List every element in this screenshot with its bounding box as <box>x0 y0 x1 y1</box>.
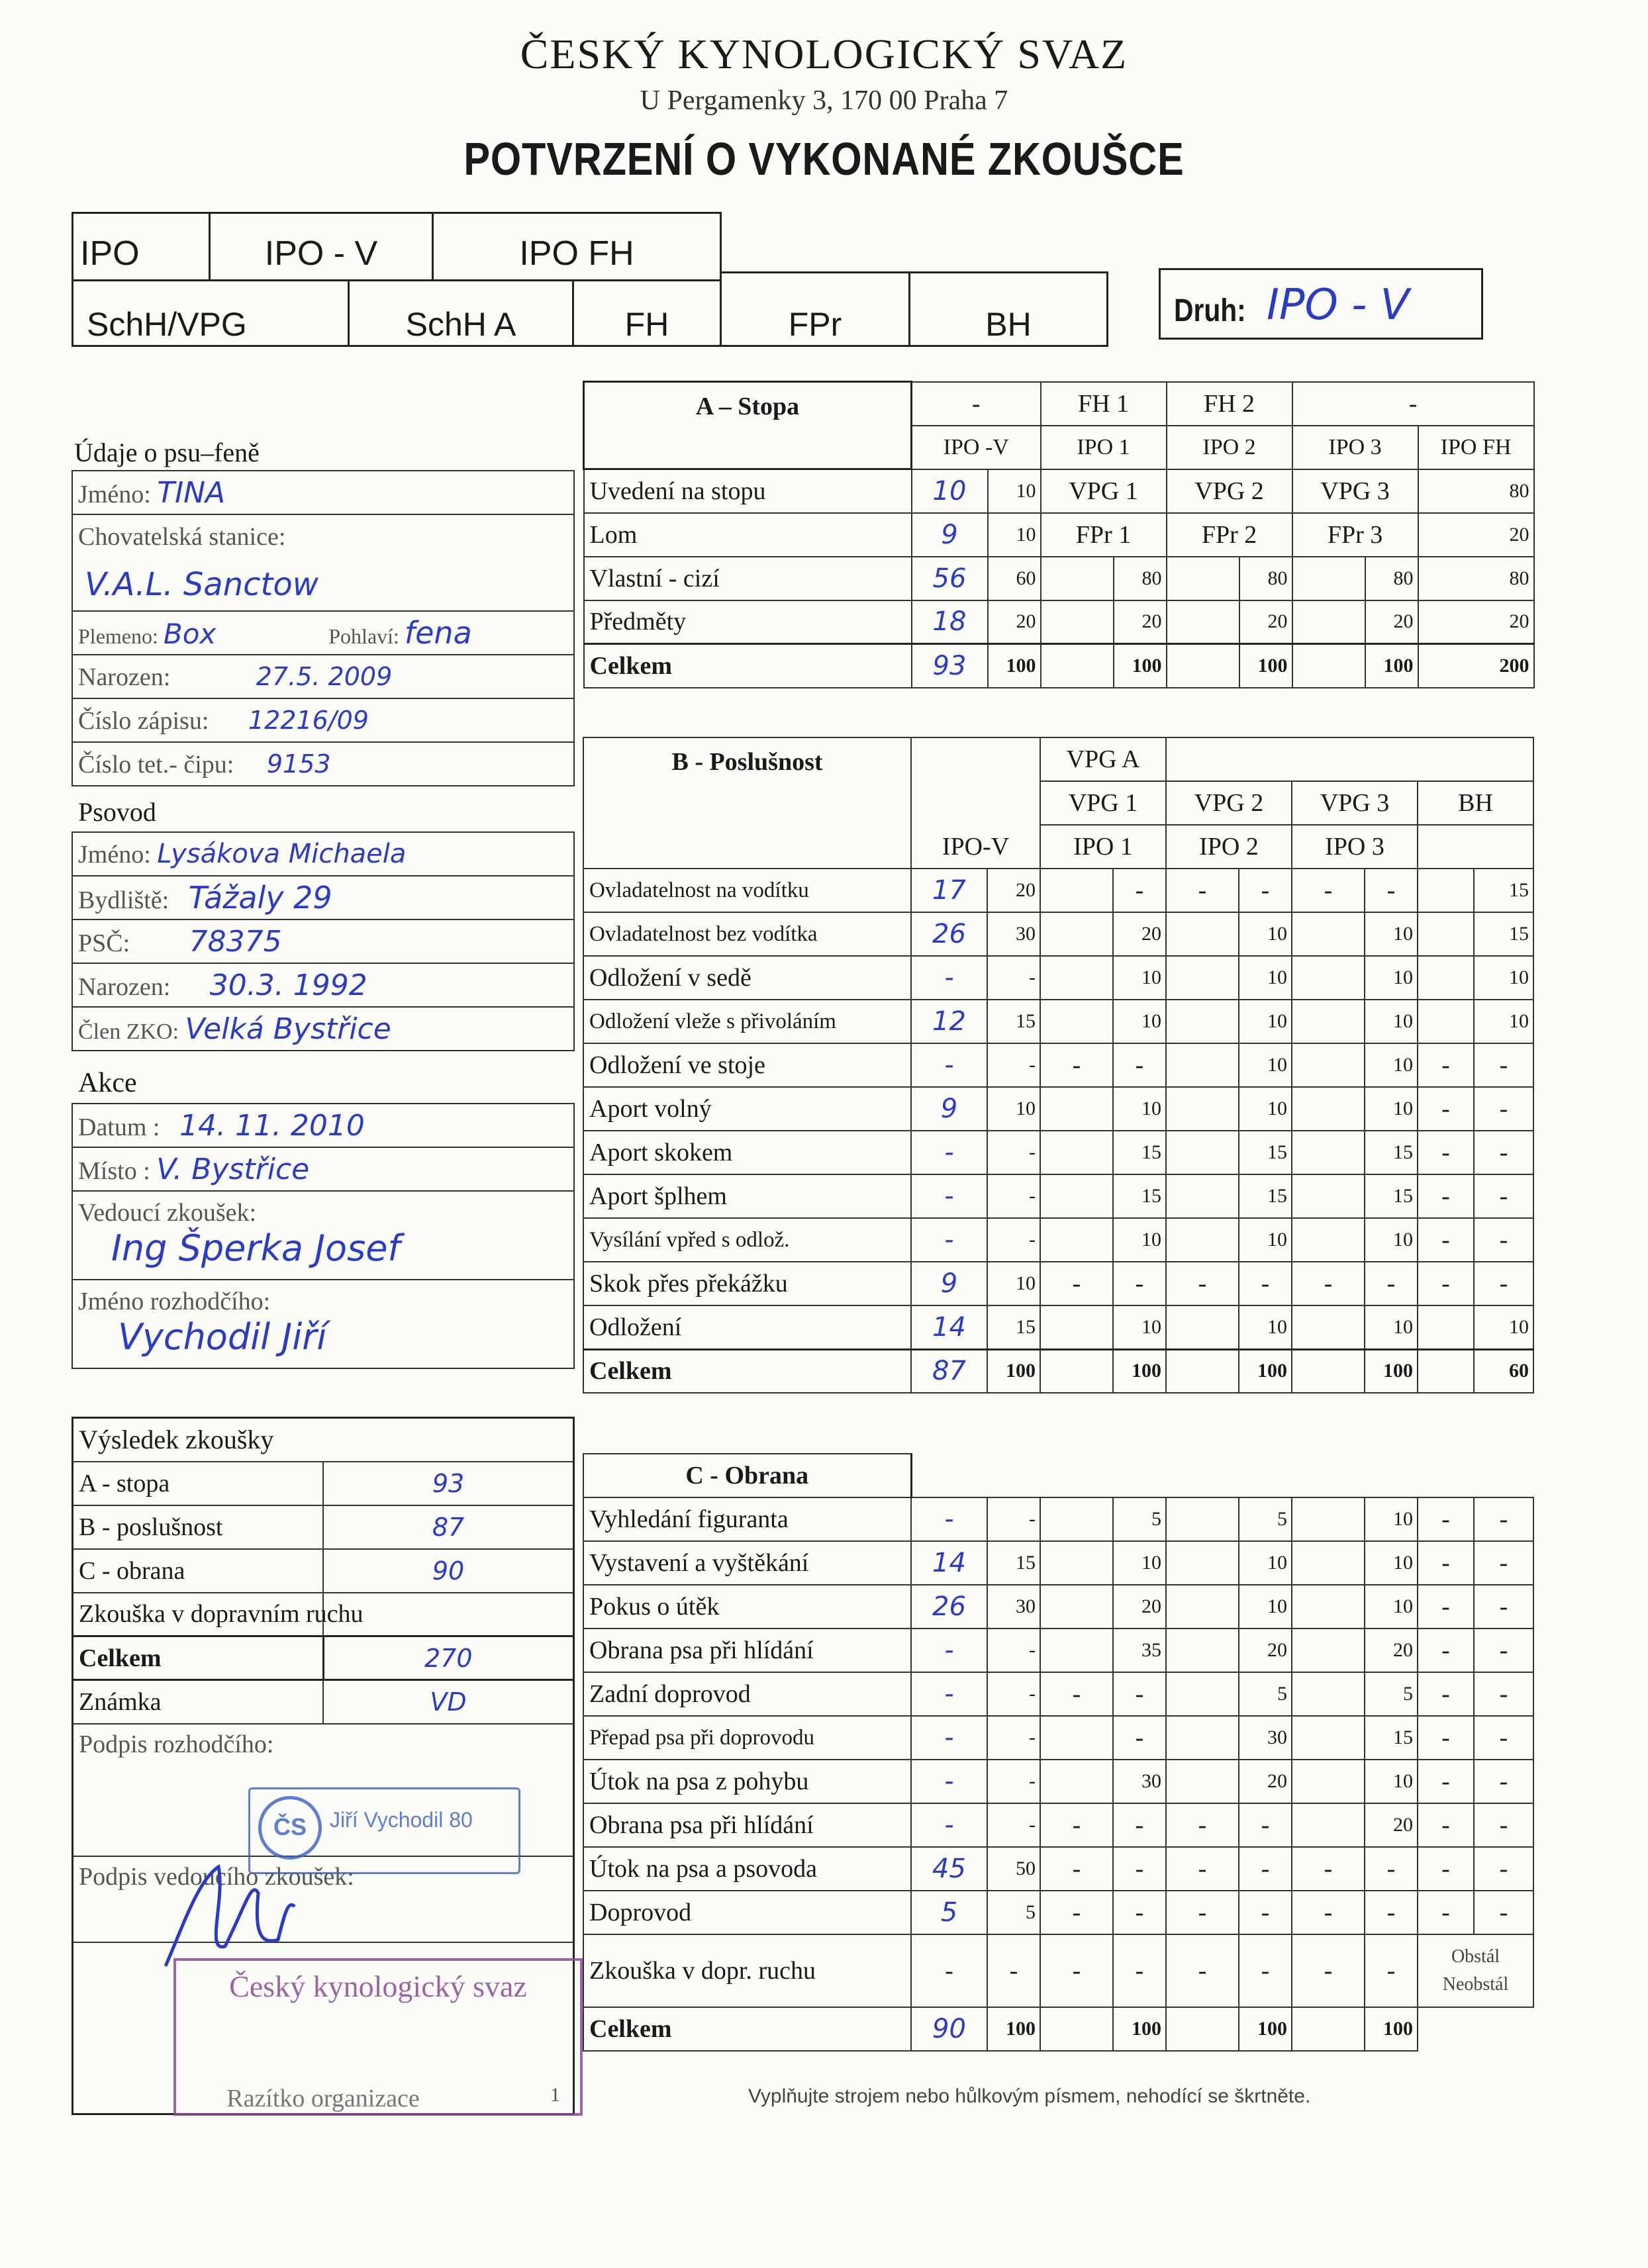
bh-obstal: Obstál Neobstál <box>1418 1934 1533 2007</box>
table-row: Pokus o útěk 26 30 20 10 10 - - <box>583 1585 1533 1629</box>
result-total: 270 <box>323 1636 574 1680</box>
section-b-title: B - Poslušnost <box>583 737 911 869</box>
table-row: Doprovod 5 5 - - - - - - - - <box>583 1891 1533 1934</box>
table-row: Obrana psa při hlídání - - - - - - 20 - - <box>583 1803 1533 1847</box>
table-row: Celkem 87 100 100 100 100 60 <box>583 1349 1533 1393</box>
result-grade: VD <box>323 1680 574 1724</box>
table-row: Skok přes překážku 9 10 - - - - - - - - <box>583 1262 1533 1305</box>
table-row: Uvedení na stopu 10 10 VPG 1 VPG 2 VPG 3 80 <box>584 469 1534 513</box>
exam-type-ipo-fh: IPO FH <box>432 212 722 281</box>
dog-born: 27.5. 2009 <box>256 661 393 691</box>
table-row: Přepad psa při doprovodu - - - 30 15 - - <box>583 1716 1533 1760</box>
table-row: Předměty 18 20 20 20 20 20 <box>584 600 1534 644</box>
section-c-title: C - Obrana <box>583 1454 911 1497</box>
org-stamp-text: Český kynologický svaz <box>229 1969 527 2003</box>
handler-name: Lysákova Michaela <box>157 839 407 869</box>
judge-stamp-text: Jiří Vychodil 80 <box>330 1808 473 1832</box>
breed-value: Box <box>163 618 217 650</box>
event-place: V. Bystřice <box>156 1152 310 1186</box>
result-b: 87 <box>323 1505 574 1549</box>
table-row: Aport volný 9 10 10 10 10 - - <box>583 1087 1533 1131</box>
table-row: Obrana psa při hlídání - - 35 20 20 - - <box>583 1629 1533 1672</box>
table-row: Aport skokem - - 15 15 15 - - <box>583 1131 1533 1174</box>
kennel-label: Chovatelská stanice: <box>78 522 286 551</box>
table-row: Vyhledání figuranta - - 5 5 10 - - <box>583 1497 1533 1541</box>
table-row: Odložení v sedě - - 10 10 10 10 <box>583 956 1533 1000</box>
sex-value: fena <box>404 615 472 651</box>
exam-type-fpr: FPr <box>720 271 910 347</box>
handler-zko: Velká Bystřice <box>185 1012 391 1046</box>
exam-type-schh-vpg: SchH/VPG <box>72 279 350 347</box>
table-row: Odložení 14 15 10 10 10 10 <box>583 1305 1533 1349</box>
cks-logo-icon: ČS <box>258 1796 322 1860</box>
leader-sign-label: Podpis vedoucího zkoušek: <box>73 1856 574 1942</box>
dog-name: TINA <box>157 475 226 510</box>
section-a-table: A – Stopa - FH 1 FH 2 - IPO -V IPO 1 IPO 2 IPO 3 IPO FH Uvedení na stopu 10 10 VPG 1 VPG 2 VPG 3 80 Lom 9 10 FPr 1 FPr 2 FPr 3 20 Vlastní - cizí 56 60 80 80 80 80 Předměty 18 20 20 20 20 20 Celkem 93 100 100 100 100 200 <box>583 381 1535 688</box>
exam-type-bh: BH <box>908 271 1108 347</box>
table-row: Útok na psa z pohybu - - 30 20 10 - - <box>583 1760 1533 1803</box>
page-title: POTVRZENÍ O VYKONANÉ ZKOUŠCE <box>463 133 1185 185</box>
table-row: Vystavení a vyštěkání 14 15 10 10 10 - - <box>583 1541 1533 1585</box>
druh-label: Druh: <box>1174 293 1246 328</box>
kennel-value: V.A.L. Sanctow <box>85 565 318 603</box>
table-row: Vlastní - cizí 56 60 80 80 80 80 <box>584 557 1534 600</box>
table-row: Ovladatelnost bez vodítka 26 30 20 10 10 15 <box>583 912 1533 956</box>
table-row: Vysílání vpřed s odlož. - - 10 10 10 - - <box>583 1218 1533 1262</box>
exam-type-fh: FH <box>572 279 722 347</box>
exam-type-ipo-v: IPO - V <box>209 212 434 281</box>
footer-note: Vyplňujte strojem nebo hůlkovým písmem, nehodící se škrtněte. <box>748 2085 1311 2107</box>
table-row: Celkem 93 100 100 100 100 200 <box>584 644 1534 688</box>
table-row: Zadní doprovod - - - - 5 5 - - <box>583 1672 1533 1716</box>
result-title: Výsledek zkoušky <box>73 1418 574 1462</box>
dog-table: Jméno: TINA Chovatelská stanice: V.A.L. Sanctow Plemeno: Box Pohlaví: fena Narozen: 27.5. 2009 Číslo zápisu: 12216/09 Číslo tet.- čipu: 9153 <box>72 470 575 786</box>
table-row: Útok na psa a psovoda 45 50 - - - - - - - - <box>583 1847 1533 1891</box>
exam-type-schh-a: SchH A <box>348 279 574 347</box>
org-address: U Pergamenky 3, 170 00 Praha 7 <box>640 85 1008 116</box>
result-c: 90 <box>323 1549 574 1593</box>
handler-table: Jméno: Lysákova Michaela Bydliště: Tážaly 29 PSČ: 78375 Narozen: 30.3. 1992 Člen ZKO: Velká Bystřice <box>72 831 575 1051</box>
dog-chip: 9153 <box>266 749 331 779</box>
result-a: 93 <box>323 1462 574 1505</box>
section-a-title: A – Stopa <box>584 382 912 469</box>
event-judge: Vychodil Jiří <box>118 1316 327 1358</box>
section-c-table <box>583 1453 1534 2052</box>
handler-born: 30.3. 1992 <box>209 968 367 1002</box>
event-table: Datum : 14. 11. 2010 Místo : V. Bystřice Vedoucí zkoušek: Ing Šperka Josef Jméno rozhodčího: Vychodil Jiří <box>72 1103 575 1369</box>
dog-reg: 12216/09 <box>248 705 369 735</box>
org-name: ČESKÝ KYNOLOGICKÝ SVAZ <box>520 30 1128 77</box>
page-number: 1 <box>550 2084 560 2106</box>
druh-box <box>1159 268 1483 340</box>
org-stamp-label: Razítko organizace <box>73 1942 574 2114</box>
handler-psc: 78375 <box>189 924 282 959</box>
org-stamp <box>173 1958 583 2116</box>
exam-type-ipo: IPO <box>72 212 211 281</box>
dog-name-row: Jméno: TINA <box>72 471 574 514</box>
table-row: Ovladatelnost na vodítku 17 20 - - - - - 15 <box>583 869 1533 912</box>
table-row: Odložení ve stoje - - - - 10 10 - - <box>583 1043 1533 1087</box>
judge-sign-label: Podpis rozhodčího: <box>73 1724 574 1856</box>
table-row: Zkouška v dopr. ruchu - - - - - - - - Obstál Neobstál <box>583 1934 1533 2007</box>
table-row: Lom 9 10 FPr 1 FPr 2 FPr 3 20 <box>584 513 1534 557</box>
event-section-title: Akce <box>78 1068 137 1098</box>
druh-value: IPO - V <box>1267 281 1410 330</box>
handler-section-title: Psovod <box>78 797 156 827</box>
table-row: Odložení vleže s přivoláním 12 15 10 10 10 10 <box>583 1000 1533 1043</box>
event-date: 14. 11. 2010 <box>179 1108 365 1143</box>
event-leader: Ing Šperka Josef <box>111 1227 401 1269</box>
dog-section-title: Údaje o psu–feně <box>74 438 260 467</box>
table-row: Aport šplhem - - 15 15 15 - - <box>583 1174 1533 1218</box>
handler-address: Tážaly 29 <box>188 880 332 916</box>
result-table: Výsledek zkoušky A - stopa 93 B - poslušnost 87 C - obrana 90 Zkouška v dopravním ruchu Celkem 270 Známka VD Podpis rozhodčího: Podpis vedoucího zkoušek: Razítko organizace <box>72 1417 575 2115</box>
section-b-table: B - Poslušnost VPG A VPG 1 VPG 2 VPG 3 BH IPO-V IPO 1 IPO 2 IPO 3 Ovladatelnost na vodítku 17 20 - - - - - 15 Ovladatelnost bez vodítka 26 30 20 10 10 15 Odložení v sedě - - 10 10 10 10 Odložení vleže s přivoláním 12 15 10 10 10 10 Odložení ve stoje - - - - 10 10 - - Aport volný 9 10 10 10 10 - - Aport skokem - - 15 15 15 - - Aport šplhem - - 15 15 15 - - Vysílání vpřed s odlož. - - 10 10 10 - - Skok přes překážku 9 10 - - - - - - - - Odložení 14 15 10 10 10 10 Celkem 87 100 100 100 100 60 <box>583 737 1534 1394</box>
table-row: Celkem 90 100 100 100 100 <box>583 2007 1533 2051</box>
